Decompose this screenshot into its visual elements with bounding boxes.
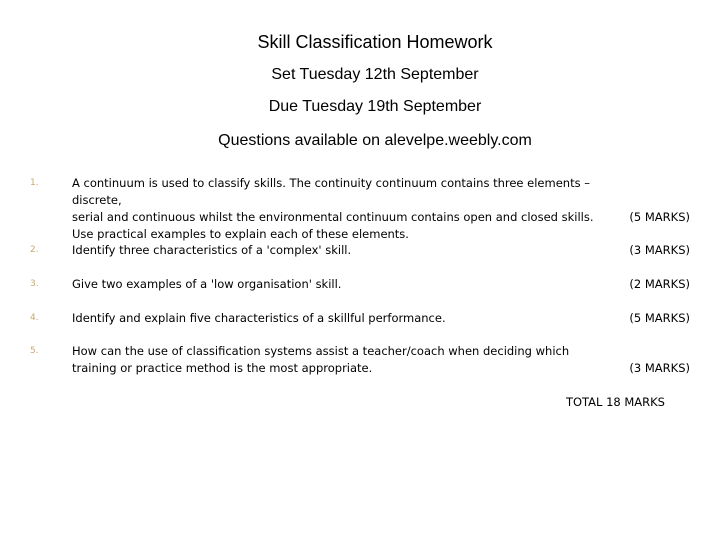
questions-availability: Questions available on alevelpe.weebly.com <box>218 132 532 149</box>
question-marks: (3 MARKS) <box>629 361 690 375</box>
question-line: Identify and explain five characteristics of a skillful performance. <box>72 311 446 325</box>
question-marks: (2 MARKS) <box>629 277 690 291</box>
question-number: 5. <box>30 346 39 356</box>
question-number: 3. <box>30 279 39 289</box>
page-title: Skill Classification Homework <box>257 32 493 52</box>
question-text <box>72 343 612 377</box>
question-text <box>72 310 612 327</box>
question-text <box>72 175 612 243</box>
question-marks: (5 MARKS) <box>629 210 690 224</box>
question-line: training or practice method is the most appropriate. <box>72 361 373 375</box>
question-line: A continuum is used to classify skills. The continuity continuum contains three elements – discrete, <box>72 176 590 207</box>
question-marks: (5 MARKS) <box>629 311 690 325</box>
due-date: Due Tuesday 19th September <box>268 98 482 115</box>
question-line: Identify three characteristics of a 'complex' skill. <box>72 243 352 257</box>
question-text <box>72 242 612 259</box>
question-line: How can the use of classification systems assist a teacher/coach when deciding which <box>72 344 570 358</box>
question-number: 1. <box>30 178 39 188</box>
question-line: Give two examples of a 'low organisation' skill. <box>72 277 342 291</box>
question-line: serial and continuous whilst the environmental continuum contains open and closed skills. <box>72 210 594 224</box>
question-number: 4. <box>30 313 39 323</box>
question-line: Use practical examples to explain each of these elements. <box>72 227 409 241</box>
set-date: Set Tuesday 12th September <box>271 66 479 83</box>
question-text <box>72 276 612 293</box>
total-marks: TOTAL 18 MARKS <box>565 395 665 409</box>
question-number: 2. <box>30 245 39 255</box>
question-marks: (3 MARKS) <box>629 243 690 257</box>
